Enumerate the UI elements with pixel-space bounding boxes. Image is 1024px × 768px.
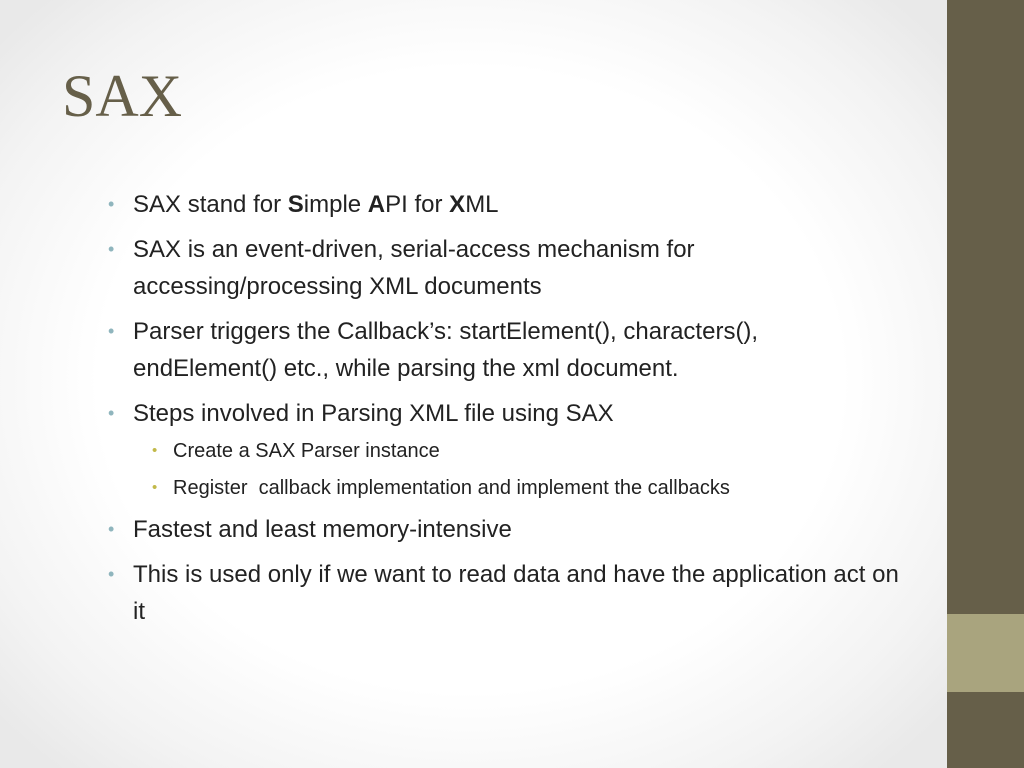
bullet-icon: • — [108, 403, 115, 423]
bullet-text: Fastest and least memory-intensive — [133, 516, 512, 543]
sub-bullet-list — [133, 436, 904, 503]
bullet-text: Steps involved in Parsing XML file using SAX — [133, 400, 614, 427]
bullet-text: SAX stand for Simple API for XML — [133, 191, 499, 218]
side-bar-accent — [947, 614, 1024, 692]
sub-bullet-item — [133, 473, 904, 503]
bullet-item — [104, 556, 904, 630]
sub-bullet-icon: • — [152, 442, 158, 459]
bullet-text: This is used only if we want to read data and have the application act on it — [133, 561, 899, 625]
bullet-text: Parser triggers the Callback’s: startElement(), characters(), endElement() etc., while parsing the xml document. — [133, 318, 759, 382]
sub-bullet-item — [133, 436, 904, 466]
bullet-icon: • — [108, 519, 115, 539]
bullet-text: SAX is an event-driven, serial-access mechanism for accessing/processing XML documents — [133, 236, 695, 300]
bullet-item — [104, 313, 904, 387]
bullet-item — [104, 231, 904, 305]
sub-bullet-icon: • — [152, 479, 158, 496]
bullet-item — [104, 395, 904, 503]
bullet-icon: • — [108, 321, 115, 341]
bullet-item — [104, 511, 904, 548]
bullet-icon: • — [108, 564, 115, 584]
slide-content — [104, 186, 904, 638]
bullet-icon: • — [108, 239, 115, 259]
sub-bullet-text: Register callback implementation and implement the callbacks — [173, 477, 730, 499]
bullet-list — [104, 186, 904, 630]
slide-title: SAX — [62, 63, 183, 129]
bullet-icon: • — [108, 194, 115, 214]
bullet-item — [104, 186, 904, 223]
sub-bullet-text: Create a SAX Parser instance — [173, 440, 440, 462]
